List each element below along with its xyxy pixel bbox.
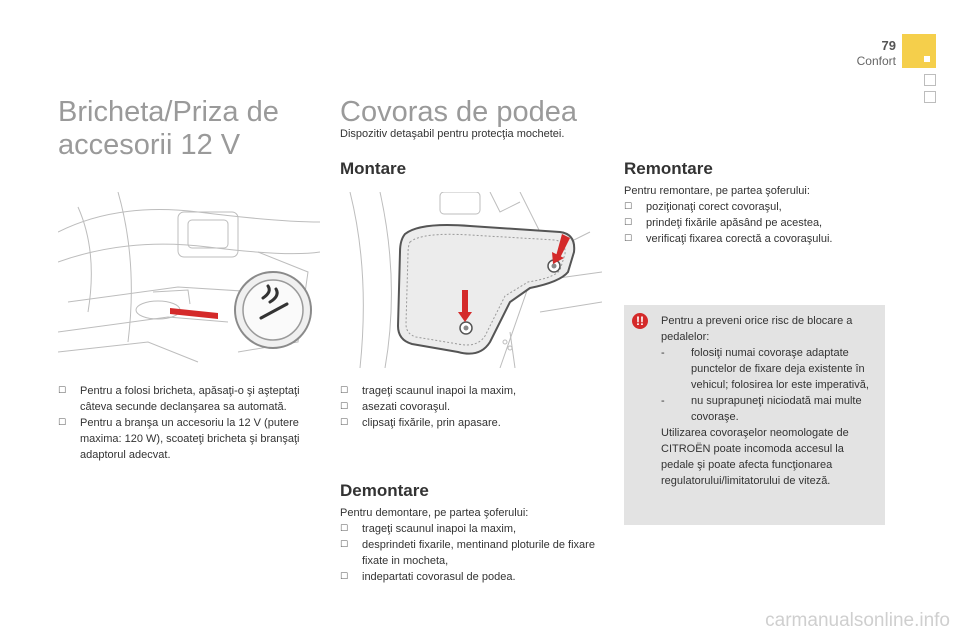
montare-list: [340, 383, 605, 431]
demontare-heading: Demontare: [340, 481, 429, 500]
watermark: carmanualsonline.info: [765, 610, 950, 631]
list-item: ☐ asezati covoraşul.: [340, 399, 605, 415]
tab-dot-icon: [924, 56, 930, 62]
lighter-bullet-list: [58, 383, 313, 463]
section-tab-next-2[interactable]: [924, 91, 936, 103]
list-item: ☐ desprindeti fixarile, mentinand ploturile de fixare fixate in mocheta,: [340, 537, 602, 569]
list-item: ☐ trageţi scaunul inapoi la maxim,: [340, 521, 602, 537]
list-item: ☐ clipsaţi fixările, prin apasare.: [340, 415, 605, 431]
warning-intro: Pentru a preveni orice risc de blocare a pedalelor:: [661, 315, 853, 343]
list-item: ☐ Pentru a branşa un accesoriu la 12 V (putere maxima: 120 W), scoateţi bricheta şi branşaţi adaptorul adecvat.: [58, 415, 313, 463]
floor-mat-illustration: [340, 192, 602, 368]
list-item: ☐ poziţionaţi corect covoraşul,: [624, 199, 889, 215]
remontare-intro: Pentru remontare, pe partea şoferului:: [624, 185, 810, 197]
section-tab-active[interactable]: [902, 34, 936, 68]
list-item: ☐ prindeţi fixările apăsând pe acestea,: [624, 215, 889, 231]
list-item: ☐ indepartati covorasul de podea.: [340, 569, 602, 585]
page-number: 79: [881, 38, 896, 53]
warning-item: - folosiţi numai covoraşe adaptate punctelor de fixare deja existente în vehicul; folosirea lor este imperativă,: [661, 345, 879, 393]
cigarette-lighter-illustration: [58, 192, 320, 368]
remontare-list: [624, 199, 889, 247]
warning-item: - nu suprapuneţi niciodată mai multe covoraşe.: [661, 393, 879, 425]
list-item: ☐ trageţi scaunul inapoi la maxim,: [340, 383, 605, 399]
demontare-list: [340, 521, 602, 585]
montare-heading: Montare: [340, 159, 407, 178]
demontare-intro: Pentru demontare, pe partea şoferului:: [340, 507, 529, 519]
section-tab-next[interactable]: [924, 74, 936, 86]
left-title-line2: accesorii 12 V: [58, 129, 241, 161]
section-label: Confort: [856, 54, 896, 68]
list-item: ☐ verificaţi fixarea corectă a covoraşului.: [624, 231, 889, 247]
mat-title: Covoras de podea: [340, 96, 577, 128]
exclamation-circle-icon: !!: [632, 313, 648, 329]
warning-text: [661, 313, 879, 489]
warning-note: Utilizarea covoraşelor neomologate de CITROËN poate incomoda accesul la pedale şi poate afecta funcţionarea regulatorului/limitatorului de viteză.: [661, 427, 849, 487]
left-title-line1: Bricheta/Priza de: [58, 96, 279, 128]
left-title: [58, 96, 328, 162]
mat-subtitle: Dispozitiv detaşabil pentru protecţia mochetei.: [340, 128, 565, 140]
remontare-heading: Remontare: [624, 159, 713, 178]
list-item: ☐ Pentru a folosi bricheta, apăsaţi-o şi aşteptaţi câteva secunde declanşarea sa automată.: [58, 383, 313, 415]
